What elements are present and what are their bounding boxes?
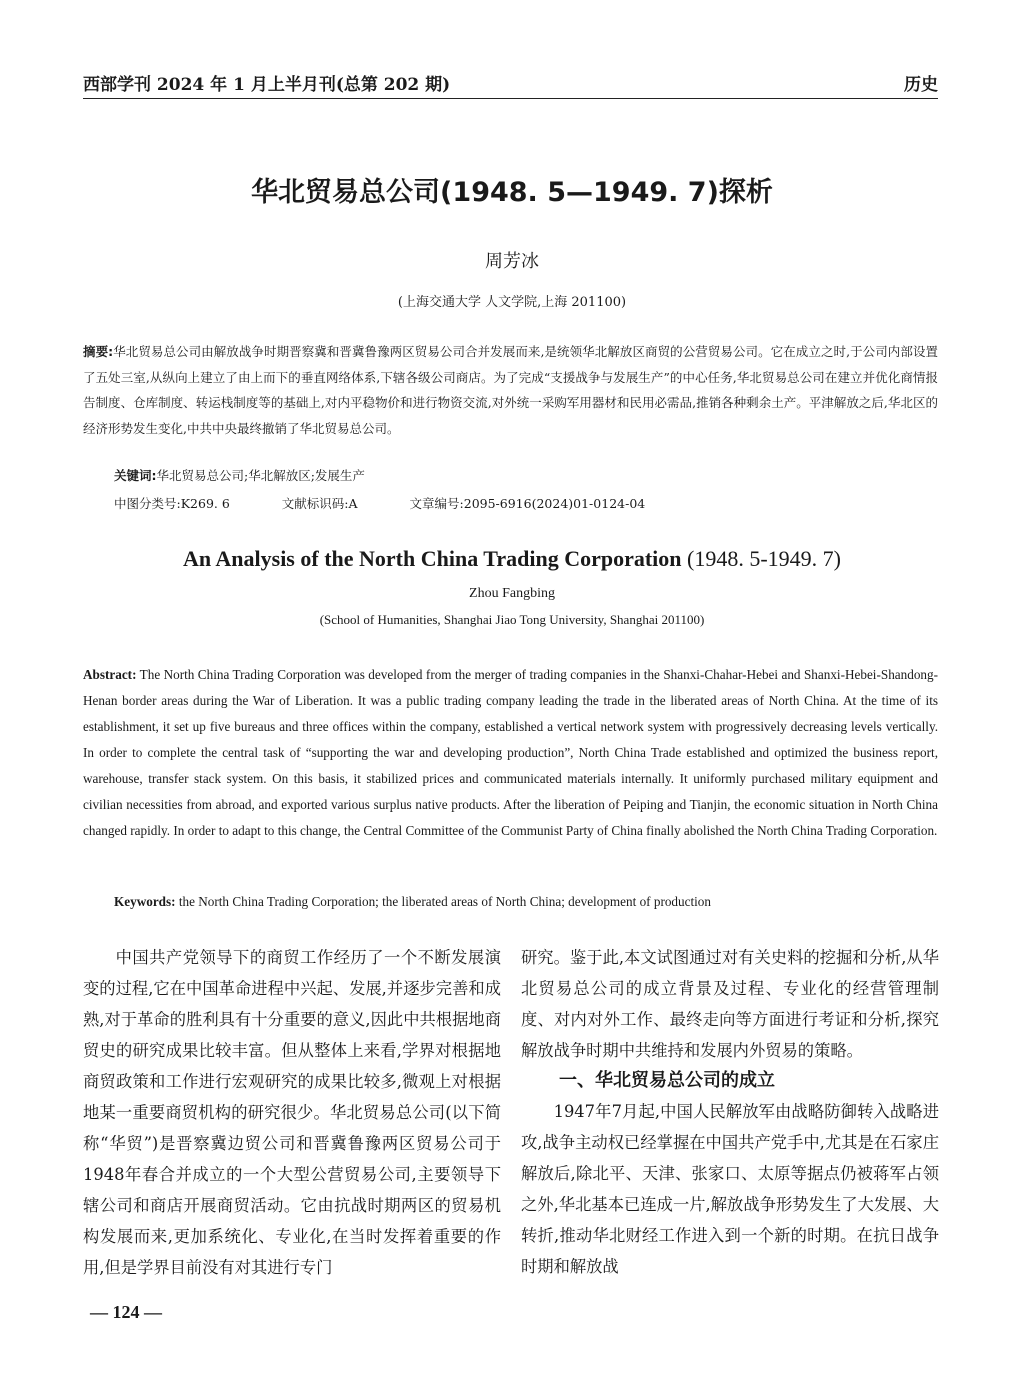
- section-label: 历史: [904, 75, 938, 95]
- body-paragraph: 1947年7月起,中国人民解放军由战略防御转入战略进攻,战争主动权已经掌握在中国共产党手中,尤其是在石家庄解放后,除北平、天津、张家口、太原等据点仍被蒋军占领之外,华北基本已连成一片,解放战争形势发生了大发展、大转折,推动华北财经工作进入到一个新的时期。在抗日战争时期和解放战: [521, 1102, 939, 1276]
- header-rule: [83, 98, 938, 99]
- body-paragraph: 中国共产党领导下的商贸工作经历了一个不断发展演变的过程,它在中国革命进程中兴起、发展,并逐步完善和成熟,对于革命的胜利具有十分重要的意义,因此中共根据地商贸史的研究成果比较丰富。但从整体上来看,学界对根据地商贸政策和工作进行宏观研究的成果比较多,微观上对根据地某一重要商贸机构的研究很少。华北贸易总公司(以下简称“华贸”)是晋察冀边贸公司和晋冀鲁豫两区贸易公司于1948年春合并成立的一个大型公营贸易公司,主要领导下辖公司和商店开展商贸活动。它由抗战时期两区的贸易机构发展而来,更加系统化、专业化,在当时发挥着重要的作用,但是学界目前没有对其进行专门: [83, 948, 501, 1277]
- keywords-cn-label: 关键词:: [114, 468, 157, 483]
- keywords-en-label: Keywords:: [114, 894, 176, 909]
- abstract-cn-text: 华北贸易总公司由解放战争时期晋察冀和晋冀鲁豫两区贸易公司合并发展而来,是统领华北解放区商贸的公营贸易公司。它在成立之时,于公司内部设置了五处三室,从纵向上建立了由上而下的垂直网络体系,下辖各级公司商店。为了完成“支援战争与发展生产”的中心任务,华北贸易总公司在建立并优化商情报告制度、仓库制度、转运栈制度等的基础上,对内平稳物价和进行物资交流,对外统一采购军用器材和民用必需品,推销各种剩余土产。平津解放之后,华北区的经济形势发生变化,中共中央最终撤销了华北贸易总公司。: [83, 344, 939, 436]
- document-code: 文献标识码:A: [281, 496, 358, 511]
- title-en-dates: (1948. 5-1949. 7): [687, 546, 842, 571]
- body-column-right: [521, 942, 939, 1282]
- body-column-left: [83, 942, 501, 1283]
- title-en-main: An Analysis of the North China Trading Corporation: [182, 546, 682, 571]
- article-number: 文章编号:2095-6916(2024)01-0124-04: [409, 496, 646, 511]
- abstract-en: [83, 662, 938, 844]
- abstract-en-label: Abstract:: [83, 667, 137, 682]
- affiliation-en: (School of Humanities, Shanghai Jiao Tong University, Shanghai 201100): [319, 612, 705, 627]
- body-paragraph: 研究。鉴于此,本文试图通过对有关史料的挖掘和分析,从华北贸易总公司的成立背景及过程、专业化的经营管理制度、对内对外工作、最终走向等方面进行考证和分析,探究解放战争时期中共维持和发展内外贸易的策略。: [521, 948, 939, 1060]
- abstract-cn: [83, 339, 938, 441]
- section-heading: 一、华北贸易总公司的成立: [559, 1070, 775, 1091]
- author-cn: 周芳冰: [485, 251, 539, 272]
- author-en: Zhou Fangbing: [469, 586, 555, 601]
- journal-name: 西部学刊 2024 年 1 月上半月刊(总第 202 期): [83, 75, 451, 95]
- classification-line: [114, 494, 693, 512]
- clc-number: 中图分类号:K269. 6: [114, 496, 230, 511]
- running-header: [83, 70, 938, 96]
- page-number: — 124 —: [90, 1302, 162, 1322]
- paper-title-en: [0, 546, 1024, 572]
- keywords-cn-text: 华北贸易总公司;华北解放区;发展生产: [156, 468, 365, 483]
- paper-title-cn: 华北贸易总公司(1948. 5—1949. 7)探析: [251, 177, 773, 208]
- keywords-en-text: the North China Trading Corporation; the liberated areas of North China; development of production: [178, 894, 711, 909]
- abstract-cn-label: 摘要:: [83, 344, 114, 359]
- affiliation-cn: (上海交通大学 人文学院,上海 201100): [397, 295, 627, 310]
- keywords-en: [114, 894, 711, 910]
- keywords-cn: [114, 466, 365, 484]
- abstract-en-text: The North China Trading Corporation was developed from the merger of trading companies in the Shanxi-Chahar-Hebei and Shanxi-Hebei-Shandong-Henan border areas during the War of Liberation. It was a public trading company leading the trade in the liberated areas of North China. At the time of its establishment, it set up five bureaus and three offices within the company, established a vertical network system with progressively decreasing levels vertically. In order to complete the central task of “supporting the war and developing production”, North China Trade established and optimized the business report, warehouse, transfer stack system. On this basis, it stabilized prices and communicated materials internally. It uniformly purchased military equipment and civilian necessities from abroad, and exported various surplus native products. After the liberation of Peiping and Tianjin, the economic situation in North China changed rapidly. In order to adapt to this change, the Central Committee of the Communist Party of China finally abolished the North China Trading Corporation.: [83, 667, 939, 838]
